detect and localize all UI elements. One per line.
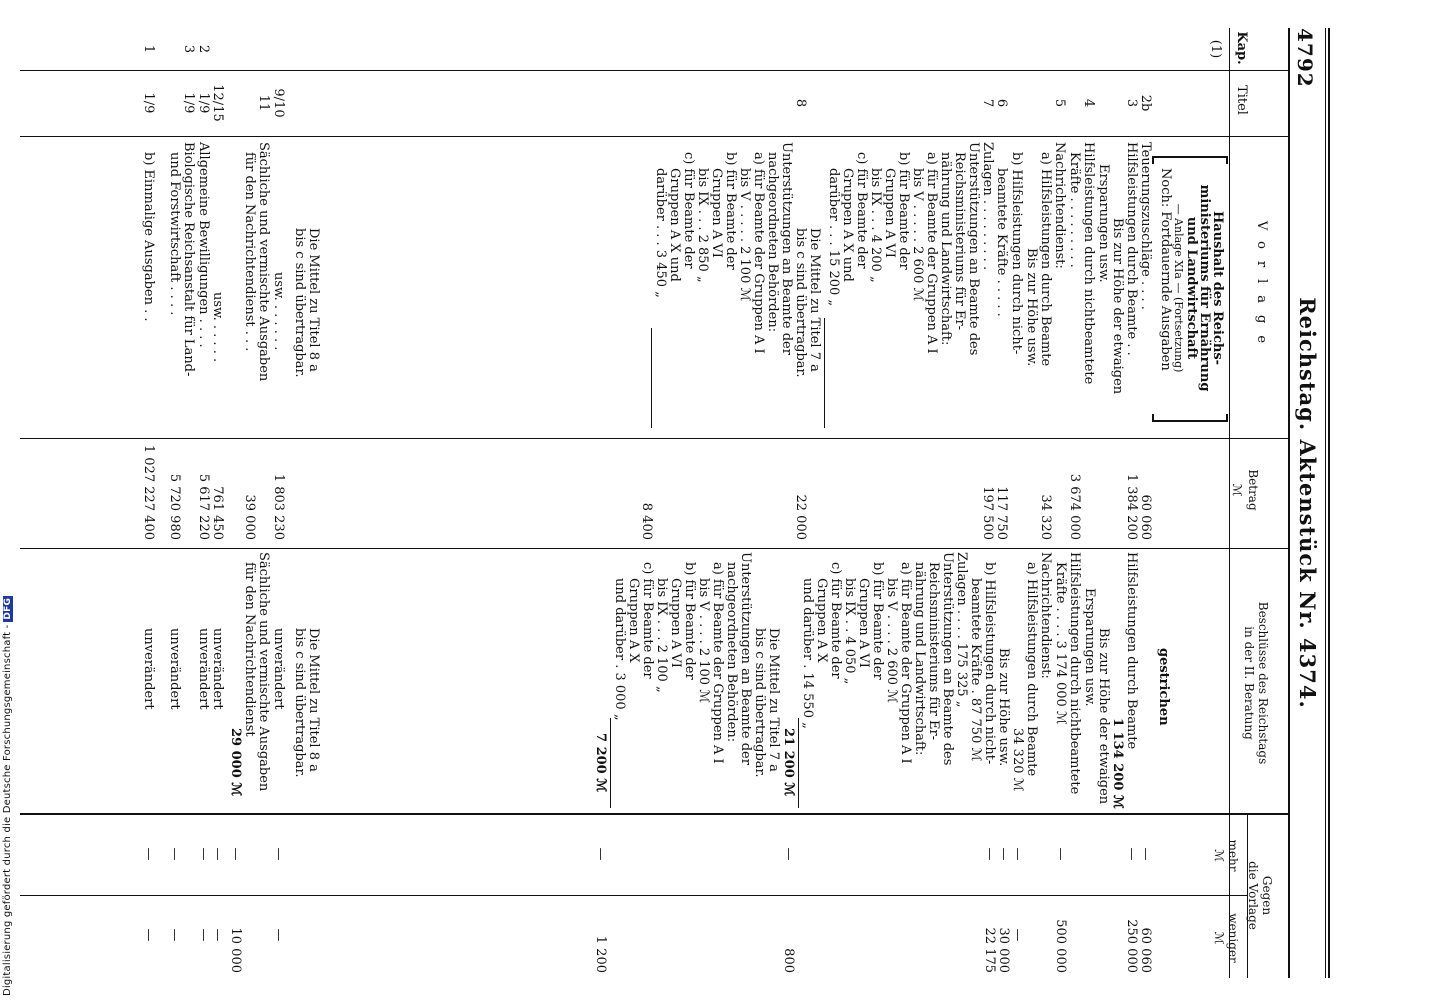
- weniger-value: 800: [781, 948, 796, 973]
- header-beschluesse-line2: in der II. Beratung: [1242, 626, 1256, 740]
- vorlage-line: Die Mittel zu Titel 7 a: [807, 228, 822, 372]
- heading-line3: und Landwirtschaft: [1184, 216, 1199, 360]
- titel-12-15: 12/15: [210, 84, 225, 122]
- beschl-line: Unterstützungen an Beamte der: [738, 552, 753, 765]
- kap-1: (1): [1208, 39, 1223, 59]
- vorlage-line: Die Mittel zu Titel 8 a: [306, 228, 321, 372]
- beschl-line: Die Mittel zu Titel 8 a: [306, 628, 321, 772]
- header-gegen-line1: Gegen: [1260, 875, 1274, 916]
- mehr-dash: —: [271, 847, 286, 861]
- header-betrag: Betrag: [1246, 469, 1260, 511]
- vorlage-line: b) für Beamte der: [896, 152, 911, 270]
- titel-3: 3: [1124, 98, 1139, 108]
- beschl-line: unverändert: [196, 628, 211, 710]
- beschl-line: Ersparungen usw.: [1082, 588, 1097, 707]
- weniger-value: 1 200: [593, 935, 608, 973]
- weniger-value: 22 175: [982, 927, 997, 973]
- digitization-credit: [2, 596, 13, 996]
- mehr-dash: —: [996, 847, 1011, 861]
- mehr-dash: —: [210, 847, 225, 861]
- header-beschluesse-line1: Beschlüsse des Reichstags: [1256, 601, 1270, 765]
- betrag-value: 8 400: [639, 502, 654, 540]
- document-page: [20, 28, 1330, 978]
- beschl-line: a) für Beamte der Gruppen A I: [710, 562, 725, 764]
- vorlage-line: a) Hilfsleistungen durch Beamte: [1038, 152, 1053, 367]
- vorlage-line: nachgeordneten Behörden:: [765, 152, 780, 333]
- beschl-line: a) Hilfsleistungen durch Beamte: [1024, 562, 1039, 777]
- weniger-value: 30 000: [996, 927, 1011, 973]
- bracket-right: [1152, 414, 1228, 422]
- weniger-dash: —: [196, 928, 211, 942]
- weniger-value: 60 060: [1138, 927, 1153, 973]
- betrag-value: 1 803 230: [271, 473, 286, 540]
- vorlage-line: bis c sind übertragbar.: [292, 228, 307, 378]
- beschl-line: Bis zur Höhe der etwaigen: [1096, 628, 1111, 805]
- weniger-dash: —: [141, 928, 156, 942]
- vorlage-line: Teuerungszuschläge . . . .: [1138, 142, 1153, 310]
- vorlage-line: usw. . . . . .: [210, 292, 225, 363]
- vorlage-line: darüber . . . 15 200 „: [826, 168, 841, 307]
- weniger-value: 500 000: [1053, 919, 1068, 973]
- titel-1-9-c: 1/9: [141, 92, 156, 114]
- vorlage-line: Unterstützungen an Beamte der: [779, 142, 794, 355]
- header-weniger-label: weniger: [1226, 913, 1240, 963]
- mehr-dash: —: [781, 847, 796, 861]
- beschl-line: Gruppen A X: [626, 578, 641, 663]
- mehr-dash: —: [167, 847, 182, 861]
- titel-4: 4: [1081, 98, 1096, 108]
- mehr-dash: —: [196, 847, 211, 861]
- beschl-line: Die Mittel zu Titel 7 a: [766, 628, 781, 772]
- vorlage-line: beamtete Kräfte . . . . .: [994, 168, 1009, 317]
- credit-text: Digitalisierung gefördert durch die Deutsche Forschungsgemeinschaft -: [2, 624, 13, 996]
- vorlage-line: für den Nachrichtendienst . . .: [242, 152, 257, 352]
- beschl-line: bis IX . . 4 050 „: [842, 578, 857, 685]
- beschl-line: Hilfsleistungen durch nichtbeamtete: [1067, 552, 1082, 795]
- beschl-line: 29 000 ℳ: [228, 728, 243, 797]
- sum-rule: [610, 718, 611, 808]
- beschl-line: b) Hilfsleistungen durch nicht-: [982, 562, 997, 765]
- vorlage-line: Biologische Reichsanstalt für Land-: [181, 142, 196, 377]
- vorlage-line: Ersparungen usw.: [1096, 164, 1111, 283]
- beschl-line: für den Nachrichtendienst: [242, 562, 257, 737]
- beschl-line: 7 200 ℳ: [593, 733, 608, 793]
- header-beschluesse: [1242, 553, 1270, 813]
- betrag-value: 5 617 220: [196, 473, 211, 540]
- mehr-dash: —: [982, 847, 997, 861]
- betrag-value: 1 384 200: [1124, 473, 1139, 540]
- heading-line4: — Anlage XIa — (Fortsetzung): [1172, 203, 1185, 373]
- beschl-line: Hilfsleistungen durch Beamte: [1124, 552, 1139, 750]
- beschl-line: bis V . . . . 2 600 ℳ: [884, 578, 899, 704]
- sum-rule: [651, 328, 652, 428]
- titel-5: 5: [1052, 98, 1067, 108]
- betrag-value: 117 750: [994, 486, 1009, 540]
- vorlage-line: a) für Beamte der Gruppen A I: [924, 152, 939, 354]
- betrag-value: 3 674 000: [1067, 473, 1082, 540]
- kap-2: 2: [196, 44, 211, 54]
- beschl-line: und darüber . 3 000 „: [612, 578, 627, 721]
- header-gegen: [1246, 813, 1274, 978]
- betrag-value: 5 720 980: [167, 473, 182, 540]
- beschl-line: unverändert: [210, 628, 225, 710]
- vorlage-line: c) für Beamte der: [681, 152, 696, 269]
- vorlage-line: Gruppen A X und: [667, 168, 682, 282]
- beschl-line: unverändert: [167, 628, 182, 710]
- vorlage-line: Hilfsleistungen durch Beamte . .: [1124, 142, 1139, 356]
- vorlage-line: b) für Beamte der: [723, 152, 738, 270]
- kap-3: 3: [181, 44, 196, 54]
- betrag-value: 39 000: [242, 494, 257, 540]
- titel-1-9-a: 1/9: [196, 92, 211, 114]
- vorlage-line: darüber . . . 3 450 „: [653, 168, 668, 298]
- heading-line2: ministeriums für Ernährung: [1197, 184, 1212, 392]
- beschl-line: bis c sind übertragbar.: [292, 628, 307, 778]
- betrag-value: 1 027 227 400: [141, 444, 156, 540]
- col-divider-titel: [20, 136, 1290, 137]
- vorlage-line: a) für Beamte der Gruppen A I: [751, 152, 766, 354]
- beschl-line: b) für Beamte der: [870, 562, 885, 680]
- mehr-dash: —: [1138, 847, 1153, 861]
- mehr-dash: —: [1124, 847, 1139, 861]
- weniger-dash: —: [210, 928, 225, 942]
- mehr-dash: —: [141, 847, 156, 861]
- beschl-line: c) für Beamte der: [640, 562, 655, 679]
- section-heading-block: [1152, 148, 1230, 428]
- vorlage-line: Allgemeine Bewilligungen . . . .: [196, 142, 211, 348]
- betrag-value: 761 450: [210, 486, 225, 540]
- vorlage-line: Sächliche und vermischte Ausgaben: [256, 142, 271, 382]
- mehr-dash: —: [228, 847, 243, 861]
- weniger-value: 250 000: [1124, 919, 1139, 973]
- betrag-value: 60 060: [1138, 494, 1153, 540]
- kap-4: 1: [141, 44, 156, 54]
- beschl-line: gestrichen: [1156, 648, 1171, 726]
- col-divider-betrag: [20, 548, 1290, 549]
- page-number: 4792: [1293, 28, 1317, 88]
- titel-11: 11: [256, 94, 271, 112]
- beschl-line: Kräfte . . . . 3 174 000 ℳ: [1053, 562, 1068, 725]
- table-top-rule: [1288, 28, 1290, 978]
- vorlage-line: Kräfte . . . . . . . . .: [1067, 152, 1082, 268]
- vorlage-line: Bis zur Höhe der etwaigen: [1110, 218, 1125, 395]
- beschl-line: Bis zur Höhe usw.: [996, 648, 1011, 767]
- vorlage-line: Gruppen A VI: [882, 168, 897, 258]
- sum-rule: [798, 718, 799, 808]
- vorlage-line: Nachrichtendienst:: [1052, 142, 1067, 269]
- beschl-line: 1 134 200 ℳ: [1110, 718, 1125, 809]
- col-divider-mehr: [20, 895, 1248, 896]
- sum-rule: [824, 318, 825, 428]
- top-rule-thin: [1325, 28, 1326, 978]
- titel-2b: 2b: [1138, 94, 1153, 112]
- vorlage-line: c) für Beamte der: [854, 152, 869, 269]
- header-vorlage: Vorlage: [1254, 220, 1269, 356]
- beschl-line: b) für Beamte der: [682, 562, 697, 680]
- beschl-line: und darüber . 14 550 „: [800, 578, 815, 729]
- beschl-line: Nachrichtendienst:: [1038, 552, 1053, 679]
- running-head: Reichstag. Aktenstück Nr. 4374.: [1295, 297, 1320, 709]
- beschl-line: Reichsministeriums für Er-: [926, 562, 941, 741]
- beschl-line: bis c sind übertragbar.: [752, 628, 767, 778]
- vorlage-line: Reichsministeriums für Er-: [952, 152, 967, 331]
- vorlage-line: Bis zur Höhe usw.: [1024, 248, 1039, 367]
- vorlage-line: Hilfsleistungen durch nichtbeamtete: [1081, 142, 1096, 385]
- vorlage-line: nährung und Landwirtschaft:: [938, 152, 953, 346]
- header-mehr: [1212, 818, 1240, 893]
- mehr-dash: —: [1053, 847, 1068, 861]
- vorlage-line: und Forstwirtschaft . . . .: [167, 152, 182, 316]
- header-weniger-unit: ℳ: [1212, 931, 1226, 945]
- header-kap: Kap.: [1234, 31, 1249, 65]
- top-rule: [1328, 28, 1330, 978]
- header-mehr-unit: ℳ: [1212, 849, 1226, 862]
- heading-line1: Haushalt des Reichs-: [1210, 210, 1225, 366]
- header-mehr-label: mehr: [1226, 839, 1240, 872]
- col-divider-vorlage: [20, 438, 1290, 439]
- beschl-line: 34 320 ℳ: [1010, 728, 1025, 792]
- vorlage-line: bis c sind übertragbar.: [793, 228, 808, 378]
- beschl-line: Sächliche und vermischte Ausgaben: [256, 552, 271, 792]
- beschl-line: Gruppen A X: [814, 578, 829, 663]
- beschl-line: Unterstützungen an Beamte des: [940, 552, 955, 766]
- weniger-dash: —: [1010, 928, 1025, 942]
- beschl-line: 21 200 ℳ: [781, 728, 796, 797]
- header-gegen-line2: die Vorlage: [1246, 861, 1260, 930]
- beschl-line: bis V . . . . 2 100 ℳ: [696, 578, 711, 704]
- beschl-line: nachgeordneten Behörden:: [724, 562, 739, 743]
- beschl-line: Zulagen . . . . 175 325 „: [954, 552, 969, 708]
- heading-line5: Noch: Fortdauernde Ausgaben: [1158, 168, 1173, 371]
- mehr-dash: —: [1010, 847, 1025, 861]
- weniger-dash: —: [271, 928, 286, 942]
- vorlage-line: b) Einmalige Ausgaben . .: [141, 152, 156, 322]
- header-weniger: [1212, 898, 1240, 978]
- vorlage-line: Gruppen A VI: [709, 168, 724, 258]
- vorlage-line: bis IX . . . 4 200 „: [868, 168, 883, 283]
- titel-6: 6: [994, 98, 1009, 108]
- header-betrag-unit: ℳ: [1230, 483, 1244, 497]
- vorlage-line: Zulagen . . . . . . . . .: [980, 142, 995, 271]
- beschl-line: beamtete Kräfte . 87 750 ℳ: [968, 578, 983, 762]
- beschl-line: Gruppen A VI: [668, 578, 683, 668]
- bracket-left: [1152, 156, 1228, 164]
- vorlage-line: Gruppen A X und: [840, 168, 855, 282]
- vorlage-line: usw. . . . . . .: [271, 272, 286, 351]
- beschl-line: nährung und Landwirtschaft:: [912, 562, 927, 756]
- header-titel: Titel: [1234, 85, 1249, 115]
- beschl-line: bis IX . . . 2 100 „: [654, 578, 669, 693]
- vorlage-line: bis V . . . . . 2 100 ℳ: [737, 168, 752, 302]
- beschl-line: unverändert: [271, 628, 286, 710]
- beschl-line: c) für Beamte der: [828, 562, 843, 679]
- vorlage-line: b) Hilfsleistungen durch nicht-: [1009, 152, 1024, 355]
- titel-7: 7: [980, 98, 995, 108]
- titel-1-9-b: 1/9: [181, 92, 196, 114]
- betrag-value: 34 320: [1038, 494, 1053, 540]
- weniger-dash: —: [167, 928, 182, 942]
- mehr-dash: —: [593, 847, 608, 861]
- weniger-value: 10 000: [228, 927, 243, 973]
- col-divider-kap: [20, 70, 1290, 71]
- titel-8: 8: [793, 98, 808, 108]
- beschl-line: Gruppen A VI: [856, 578, 871, 668]
- betrag-value: 197 500: [980, 486, 995, 540]
- vorlage-line: bis V . . . . . 2 600 ℳ: [910, 168, 925, 302]
- beschl-line: a) für Beamte der Gruppen A I: [898, 562, 913, 764]
- beschl-line: unverändert: [141, 628, 156, 710]
- titel-9-10: 9/10: [271, 88, 286, 118]
- vorlage-line: Unterstützungen an Beamte des: [966, 142, 981, 356]
- vorlage-line: bis IX . . . 2 850 „: [695, 168, 710, 283]
- dfg-logo: DFG: [3, 597, 13, 620]
- betrag-value: 22 000: [793, 494, 808, 540]
